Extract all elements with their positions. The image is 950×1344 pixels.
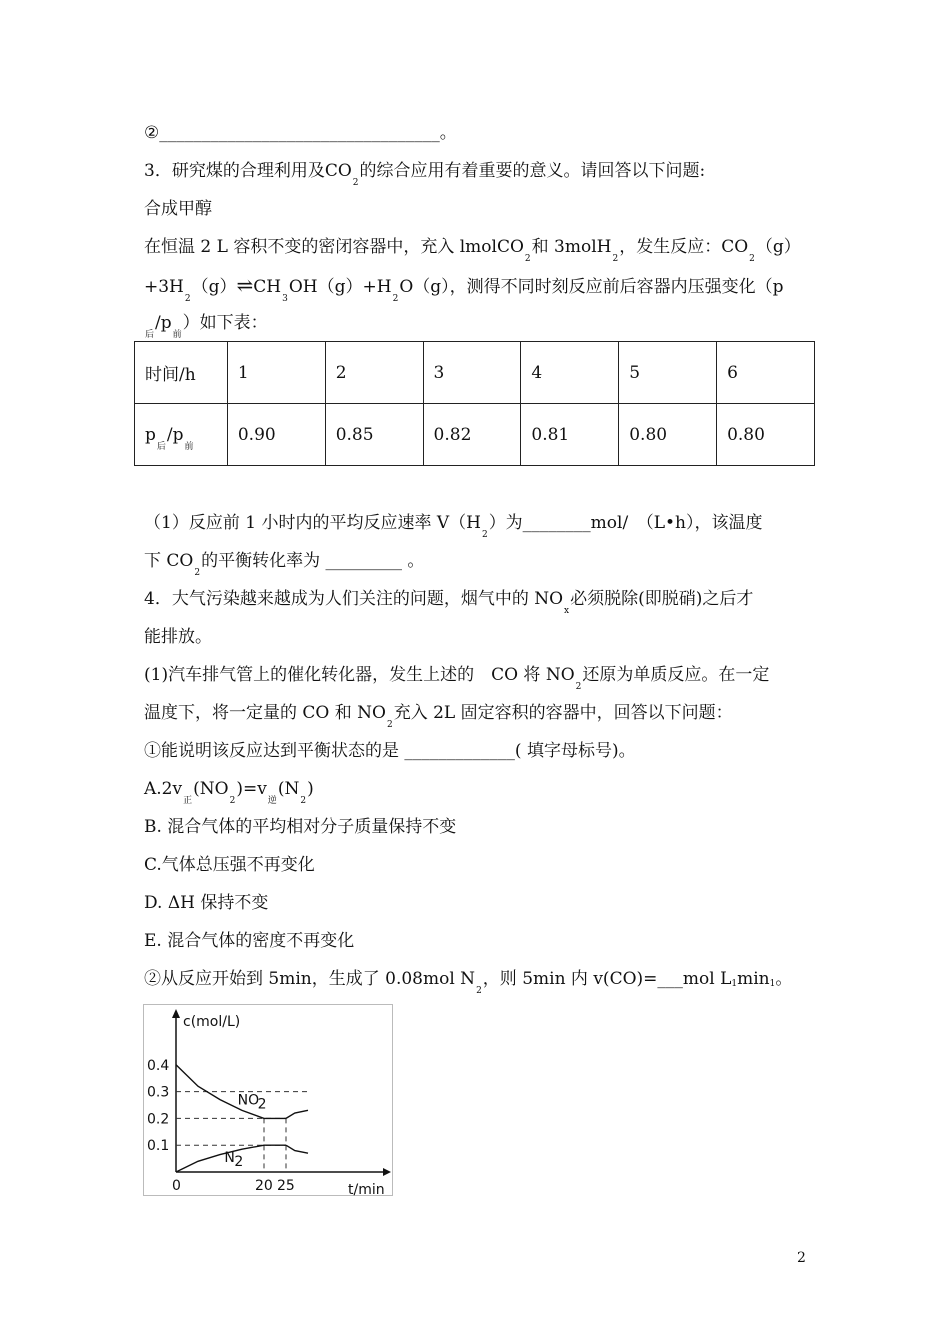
x-tick-label: 0 <box>172 1178 181 1194</box>
y-tick-label: 0.2 <box>147 1111 170 1128</box>
y-tick-label: 0.4 <box>147 1057 170 1074</box>
y-axis-label: c(mol/L) <box>183 1014 241 1030</box>
x-tick-label: 20 <box>255 1178 273 1194</box>
y-tick-label: 0.3 <box>147 1084 170 1101</box>
option-d: D. ΔH 保持不变 <box>144 893 269 913</box>
x-tick-label: 25 <box>277 1178 295 1194</box>
table-cell: 1 <box>227 342 325 404</box>
table-cell: 0.80 <box>717 404 815 466</box>
option-e: E. 混合气体的密度不再变化 <box>144 931 355 951</box>
table-cell: 0.90 <box>227 404 325 466</box>
page-number: 2 <box>797 1250 806 1266</box>
series-label-sub-N2: 2 <box>234 1154 244 1170</box>
y-tick-label: 0.1 <box>147 1138 170 1155</box>
question-4-title-cont: 能排放。 <box>144 627 212 647</box>
chart-frame <box>144 1005 393 1196</box>
question-4-part-1: (1)汽车排气管上的催化转化器，发生上述的 CO 将 $NO_2$还原为单质反应。在一定 <box>144 665 770 692</box>
table-header-time: 时间/h <box>135 342 228 404</box>
pressure-ratio-table <box>134 341 815 466</box>
series-label-N2: N <box>224 1150 235 1166</box>
table-cell: 3 <box>423 342 521 404</box>
option-a: $A.2v_正(NO_2)=v_逆(N_2)$ <box>144 779 314 806</box>
table-cell: 0.82 <box>423 404 521 466</box>
question-3-part-1: （1）反应前 1 小时内的平均反应速率 $V(H_2)$为________mol/ （L•h），该温度 <box>144 513 763 540</box>
table-row <box>135 404 815 466</box>
question-4-sub-2: ②从反应开始到 5min，生成了 0.08mol $N_2$，则 5min 内 v(CO)=___mol L1min1。 <box>144 969 793 996</box>
question-4-sub-1: ①能说明该反应达到平衡状态的是 _____________( 填字母标号)。 <box>144 741 636 761</box>
question-3-topic: 合成甲醇 <box>144 199 212 219</box>
question-3-condition-3: $_后/p_前$）如下表： <box>145 313 268 340</box>
table-row <box>135 342 815 404</box>
series-label-NO2: NO <box>237 1092 260 1109</box>
question-3-title: 3．研究煤的合理利用及$CO_2$的综合应用有着重要的意义。请回答以下问题: <box>144 161 706 188</box>
table-cell: 0.80 <box>619 404 717 466</box>
table-cell: 5 <box>619 342 717 404</box>
series-label-sub-NO2: 2 <box>257 1096 267 1113</box>
table-cell: 0.85 <box>325 404 423 466</box>
answer-line-2: ②_________________________________。 <box>144 123 457 143</box>
equilibrium-arrow-icon: ⇌ <box>236 273 254 297</box>
concentration-time-chart <box>143 1004 393 1196</box>
question-4-part-1-cont: 温度下，将一定量的 CO 和 $NO_2$充入 2L 固定容积的容器中，回答以下问题： <box>144 703 733 730</box>
question-3-part-1-cont: 下 $CO_2$的平衡转化率为 _________ 。 <box>144 551 425 578</box>
table-cell: 6 <box>717 342 815 404</box>
table-cell: 4 <box>521 342 619 404</box>
table-cell: 0.81 <box>521 404 619 466</box>
x-axis-label: t/min <box>348 1182 385 1196</box>
question-3-condition-1: 在恒温 2 L 容积不变的密闭容器中，充入 lmolCO$_2$和 3molH$_2$，发生反应：$CO_2(g)$ <box>144 237 801 264</box>
table-cell: 2 <box>325 342 423 404</box>
table-header-ratio: $p_后/p_前$ <box>135 404 228 466</box>
option-c: C.气体总压强不再变化 <box>144 855 315 875</box>
question-4-title: 4．大气污染越来越成为人们关注的问题，烟气中的 $NO_x$必须脱除(即脱硝)之后才 <box>144 589 754 616</box>
question-3-condition-2: $+3H_2(g)\rightleftharpoons CH_3OH(g)+H_2O(g)$，测得不同时刻反应前后容器内压强变化（p <box>144 273 784 304</box>
option-b: B. 混合气体的平均相对分子质量保持不变 <box>144 817 457 837</box>
